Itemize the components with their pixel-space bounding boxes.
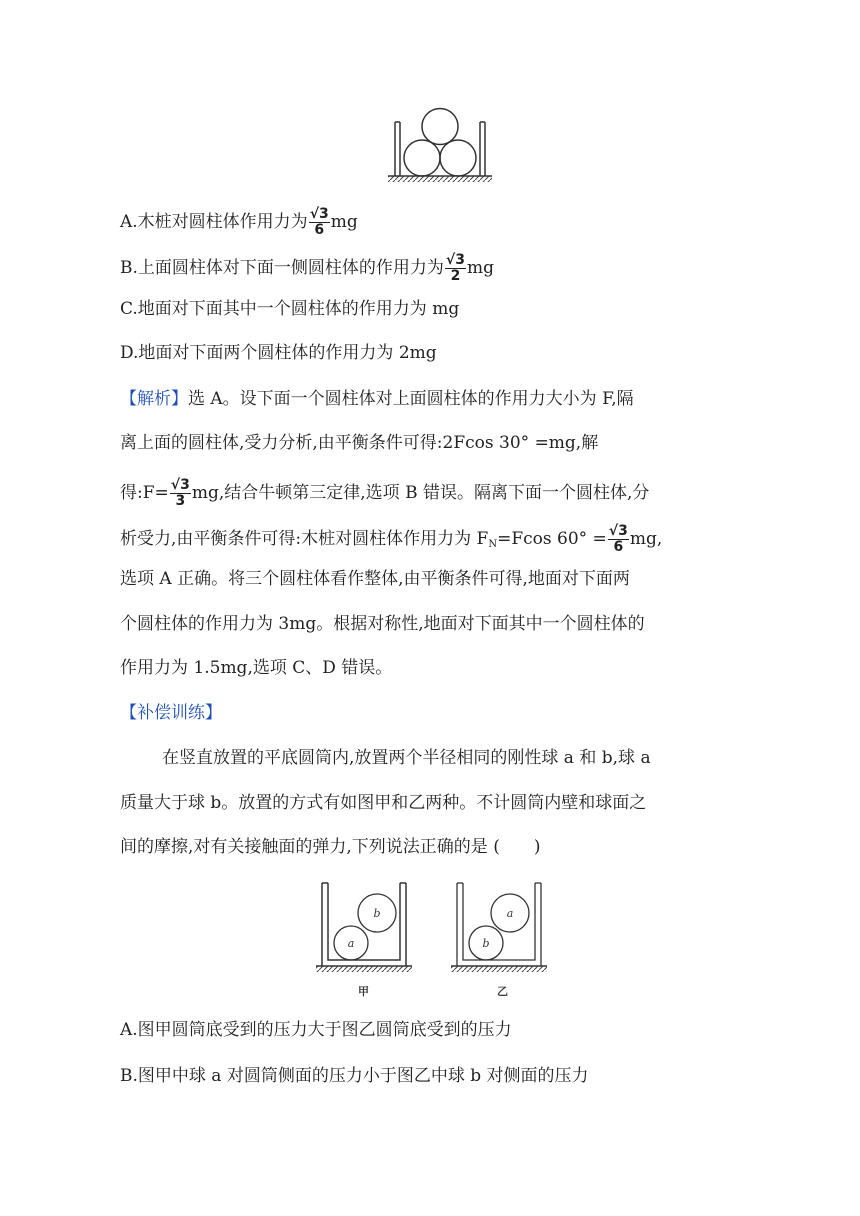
figure-three-cylinders (385, 100, 495, 185)
analysis-line-2: 离上面的圆柱体,受力分析,由平衡条件可得:2Fcos 30° =mg,解 (120, 433, 599, 453)
fraction: $\frac{√3}{6}$ (309, 206, 329, 238)
option-a-text: A.木桩对圆柱体作用力为 (120, 212, 308, 232)
caption-yi: 乙 (497, 985, 508, 998)
question-line-3: 间的摩擦,对有关接触面的弹力,下列说法正确的是 ( ) (120, 837, 541, 857)
figure-yi (449, 880, 549, 975)
option-d: D.地面对下面两个圆柱体的作用力为 2mg (120, 343, 437, 363)
ball-a-label: a (347, 937, 355, 950)
fraction: $\frac{√3}{2}$ (445, 252, 465, 284)
analysis-line-4: 析受力,由平衡条件可得:木桩对圆柱体作用力为 $F_N=Fcos$ 60° = $\frac{√3}{6}$ mg, (120, 523, 663, 555)
analysis-tag: 【解析】 (120, 389, 188, 409)
option-b-text: B.上面圆柱体对下面一侧圆柱体的作用力为 (120, 258, 444, 278)
ball-a-label: a (506, 907, 514, 920)
question-line-1: 在竖直放置的平底圆筒内,放置两个半径相同的刚性球 a 和 b,球 a (162, 748, 651, 768)
ball-b-label: b (482, 937, 490, 950)
option-c: C.地面对下面其中一个圆柱体的作用力为 mg (120, 299, 460, 319)
figure-jia (314, 880, 414, 975)
analysis-line-5: 选项 A 正确。将三个圆柱体看作整体,由平衡条件可得,地面对下面两 (120, 569, 630, 589)
caption-jia: 甲 (358, 985, 369, 998)
option-b: B.上面圆柱体对下面一侧圆柱体的作用力为 $\frac{√3}{2}$ mg (120, 252, 495, 284)
analysis-line-7: 作用力为 1.5mg,选项 C、D 错误。 (120, 658, 393, 678)
option2-a: A.图甲圆筒底受到的压力大于图乙圆筒底受到的压力 (120, 1020, 512, 1040)
ball-b-label: b (373, 907, 381, 920)
option-a: A.木桩对圆柱体作用力为 $\frac{√3}{6}$ mg (120, 206, 358, 238)
question-line-2: 质量大于球 b。放置的方式有如图甲和乙两种。不计圆筒内壁和球面之 (120, 793, 647, 813)
fraction: $\frac{√3}{3}$ (170, 477, 190, 509)
supplement-tag: 【补偿训练】 (120, 703, 222, 723)
option2-b: B.图甲中球 a 对圆筒侧面的压力小于图乙中球 b 对侧面的压力 (120, 1066, 589, 1086)
analysis-line-6: 个圆柱体的作用力为 3mg。根据对称性,地面对下面其中一个圆柱体的 (120, 614, 645, 634)
fraction: $\frac{√3}{6}$ (608, 523, 628, 555)
analysis-line-1: 【解析】选 A。设下面一个圆柱体对上面圆柱体的作用力大小为 F,隔 (120, 389, 634, 409)
analysis-line-3: 得:F= $\frac{√3}{3}$ mg,结合牛顿第三定律,选项 B 错误。隔离下面一个圆柱体,分 (120, 477, 650, 509)
